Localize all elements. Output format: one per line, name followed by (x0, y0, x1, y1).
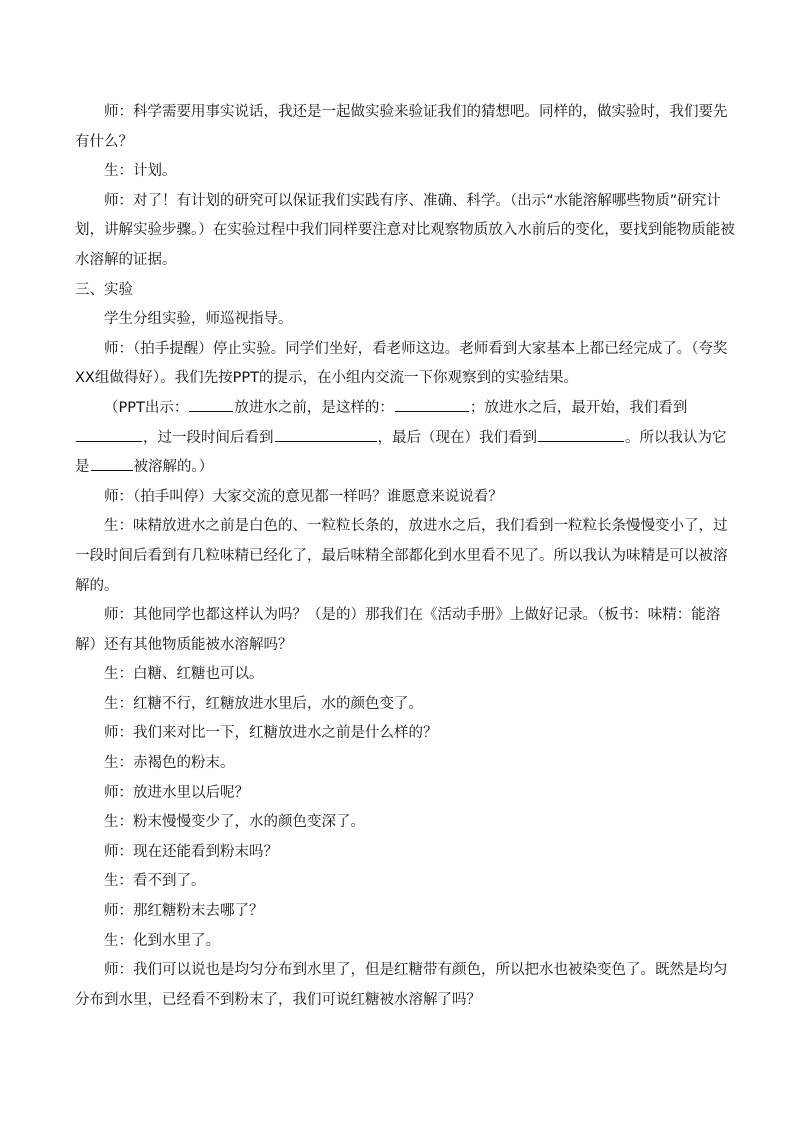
paragraph-teacher-1: 师：科学需要用事实说话，我还是一起做实验来验证我们的猜想吧。同样的，做实验时，我们要先有什么？ (75, 104, 728, 150)
paragraph-student-2: 生：味精放进水之前是白色的、一粒粒长条的，放进水之后，我们看到一粒粒长条慢慢变小了，过一段时间后看到有几粒味精已经化了，最后味精全部都化到水里看不见了。所以我认为味精是可以被溶解的。 (75, 518, 728, 594)
paragraph-group-experiment: 学生分组实验，师巡视指导。 (104, 311, 293, 328)
fill-blank-2 (395, 396, 469, 412)
paragraph-teacher-4: 师：（拍手叫停）大家交流的意见都一样吗？谁愿意来说说看？ (104, 488, 503, 505)
paragraph-teacher-7: 师：放进水里以后呢？ (104, 784, 249, 801)
ppt-text-6: 。所以我认为它是 (75, 429, 727, 476)
paragraph-teacher-3: 师：（拍手提醒）停止实验。同学们坐好，看老师这边。老师看到大家基本上都已经完成了。（夸奖XX组做得好）。我们先按PPT的提示，在小组内交流一下你观察到的实验结果。 (75, 340, 728, 387)
ppt-text-4: ，过一段时间后看到 (143, 429, 274, 446)
ppt-text-5: ，最后（现在）我们看到 (377, 429, 537, 446)
ppt-text-3: ；放进水之后，最开始，我们看到 (469, 399, 688, 416)
fill-blank-5 (538, 426, 624, 442)
paragraph-teacher-2: 师：对了！有计划的研究可以保证我们实践有序、准确、科学。（出示“水能溶解哪些物质”研究计划，讲解实验步骤。）在实验过程中我们同样要注意对比观察物质放入水前后的变化，要找到能物质能被水溶解的证据。 (75, 192, 735, 268)
fill-blank-6 (91, 455, 133, 471)
ppt-text-1: （PPT出示： (104, 399, 189, 416)
paragraph-student-4: 生：红糖不行，红糖放进水里后，水的颜色变了。 (104, 695, 423, 712)
paragraph-student-7: 生：看不到了。 (104, 873, 206, 890)
section-heading-experiment: 三、实验 (75, 281, 133, 298)
paragraph-student-6: 生：粉末慢慢变少了，水的颜色变深了。 (104, 814, 365, 831)
fill-blank-1 (189, 396, 233, 412)
paragraph-teacher-10: 师：我们可以说也是均匀分布到水里了，但是红糖带有颜色，所以把水也被染变色了。既然是均匀分布到水里，已经看不到粉末了，我们可说红糖被水溶解了吗？ (75, 962, 728, 1008)
paragraph-teacher-6: 师：我们来对比一下，红糖放进水之前是什么样的？ (104, 725, 438, 742)
ppt-text-7: 被溶解的。） (133, 459, 214, 476)
paragraph-teacher-8: 师：现在还能看到粉末吗？ (104, 843, 278, 860)
paragraph-student-5: 生：赤褐色的粉末。 (104, 755, 235, 772)
ppt-text-2: 放进水之前，是这样的： (234, 399, 394, 416)
paragraph-teacher-5: 师：其他同学也都这样认为吗？（是的）那我们在《活动手册》上做好记录。（板书：味精：能溶解）还有其他物质能被水溶解吗？ (75, 607, 721, 653)
paragraph-teacher-9: 师：那红糖粉末去哪了？ (104, 903, 264, 920)
paragraph-ppt-prompt (75, 394, 735, 483)
paragraph-student-3: 生：白糖、红糖也可以。 (104, 666, 264, 683)
paragraph-student-1: 生：计划。 (104, 163, 177, 180)
document-body (75, 98, 735, 1015)
paragraph-student-8: 生：化到水里了。 (104, 932, 220, 949)
fill-blank-4 (275, 426, 377, 442)
fill-blank-3 (76, 426, 142, 442)
